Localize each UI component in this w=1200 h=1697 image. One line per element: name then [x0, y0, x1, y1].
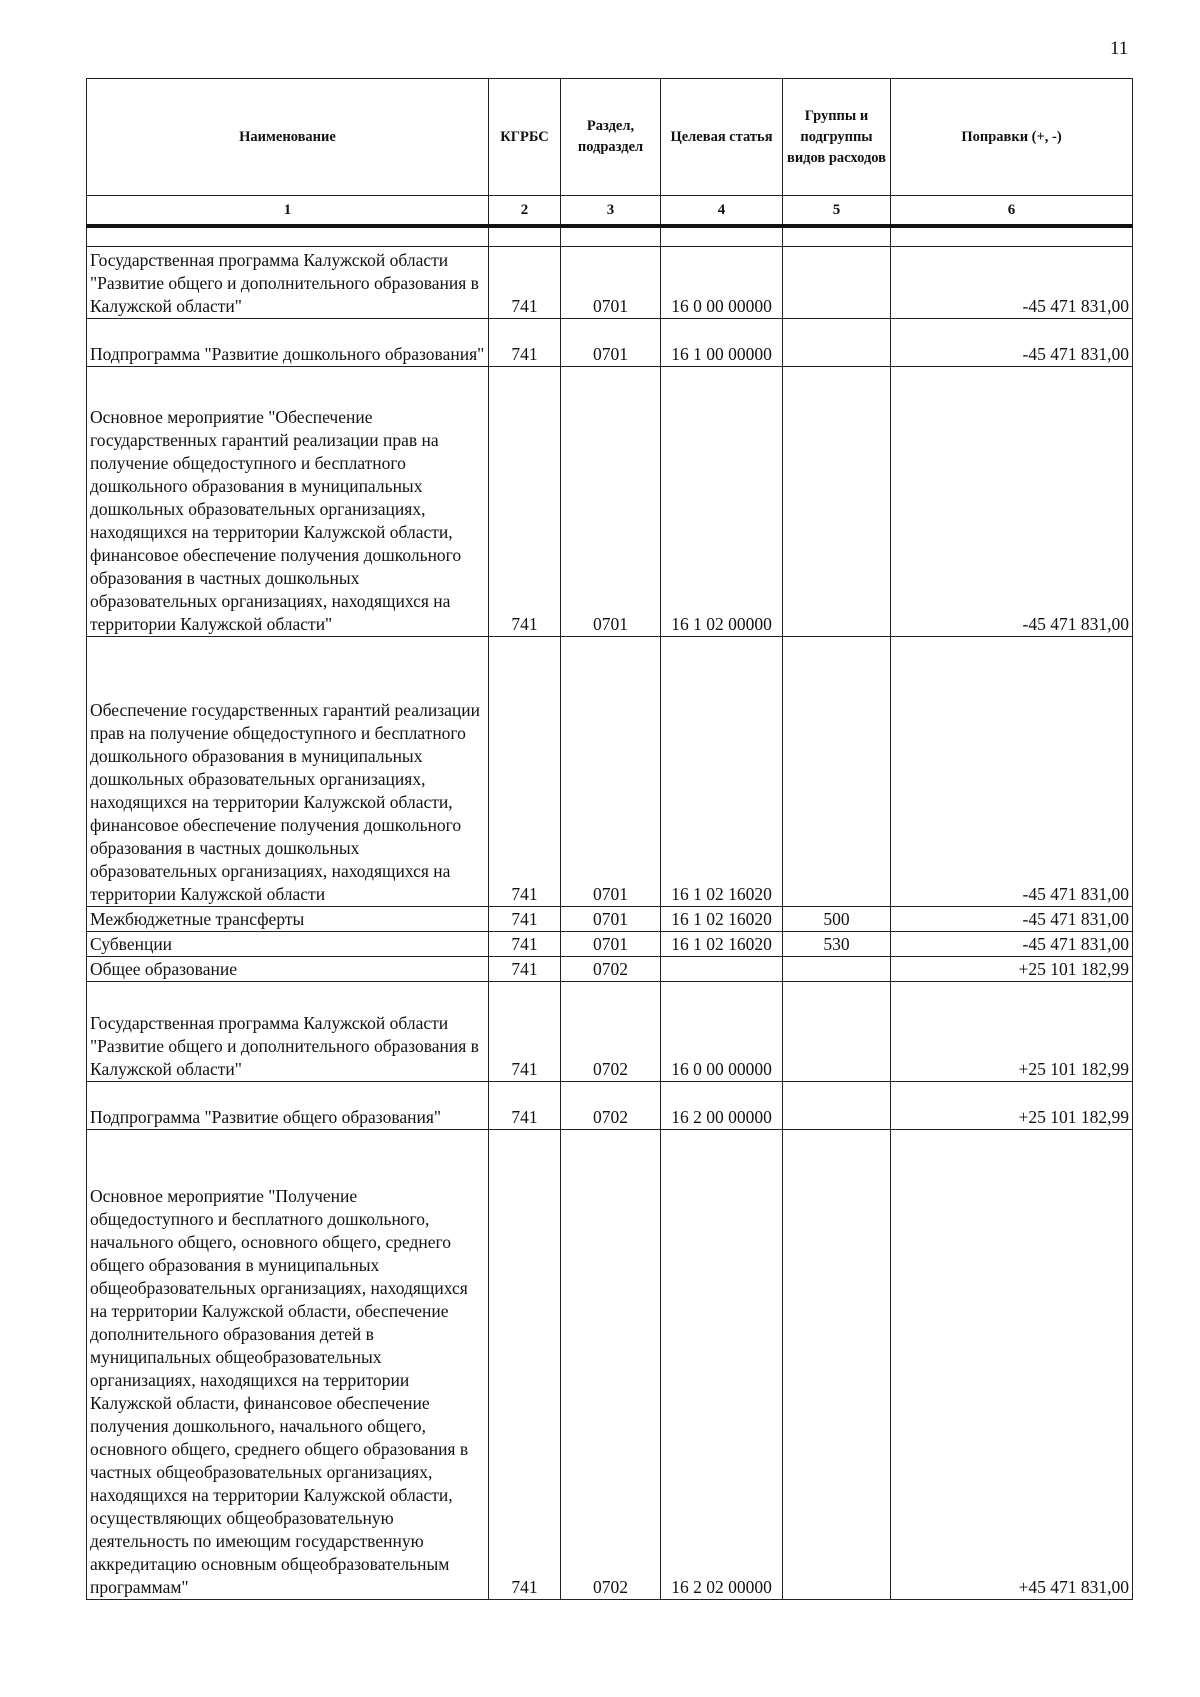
cell-name: Государственная программа Калужской области "Развитие общего и дополнительного образования в Калужской области" — [87, 247, 489, 319]
cell-name: Основное мероприятие "Получение общедоступного и бесплатного дошкольного, начального общего, основного общего, среднего общего образования в муниципальных общеобразовательных организациях, находящихся на территории Калужской области, обеспечение дополнительного образования детей в муниципальных общеобразовательных организациях, находящихся на территории Калужской области, финансовое обеспечение получения дошкольного, начального общего, основного общего, среднего общего образования в частных общеобразовательных организациях, находящихся на территории Калужской области, осуществляющих общеобразовательную деятельность по имеющим государственную аккредитацию основным общеобразовательным программам" — [87, 1130, 489, 1600]
cell-amount: +45 471 831,00 — [891, 1130, 1133, 1600]
cell-target: 16 0 00 00000 — [661, 982, 783, 1082]
cell-group — [783, 637, 891, 907]
cell-section: 0701 — [561, 932, 661, 957]
cell-kgrbs: 741 — [489, 319, 561, 367]
table-row — [87, 637, 1133, 907]
header-groups: Группы и подгруппы видов расходов — [783, 79, 891, 196]
page-number: 11 — [1110, 38, 1129, 59]
cell-amount: -45 471 831,00 — [891, 367, 1133, 637]
col-number: 2 — [489, 196, 561, 227]
cell-group — [783, 957, 891, 982]
cell-name: Подпрограмма "Развитие общего образования" — [87, 1082, 489, 1130]
table-header-row — [87, 79, 1133, 196]
cell-target: 16 2 02 00000 — [661, 1130, 783, 1600]
cell-section: 0701 — [561, 247, 661, 319]
col-number: 4 — [661, 196, 783, 227]
column-number-row — [87, 196, 1133, 227]
cell-kgrbs: 741 — [489, 247, 561, 319]
cell-kgrbs: 741 — [489, 907, 561, 932]
cell-group — [783, 367, 891, 637]
cell-target: 16 1 02 16020 — [661, 907, 783, 932]
spacer-row — [87, 226, 1133, 247]
cell-target: 16 1 00 00000 — [661, 319, 783, 367]
cell-name: Обеспечение государственных гарантий реализации прав на получение общедоступного и бесплатного дошкольного образования в муниципальных дошкольных образовательных организациях, находящихся на территории Калужской области, финансовое обеспечение получения дошкольного образования в частных дошкольных образовательных организациях, находящихся на территории Калужской области — [87, 637, 489, 907]
cell-name: Государственная программа Калужской области "Развитие общего и дополнительного образования в Калужской области" — [87, 982, 489, 1082]
cell-amount: -45 471 831,00 — [891, 932, 1133, 957]
cell-kgrbs: 741 — [489, 932, 561, 957]
cell-section: 0701 — [561, 319, 661, 367]
cell-group — [783, 247, 891, 319]
header-section: Раздел, подраздел — [561, 79, 661, 196]
cell-kgrbs: 741 — [489, 957, 561, 982]
table-row — [87, 247, 1133, 319]
cell-target — [661, 957, 783, 982]
cell-amount: -45 471 831,00 — [891, 907, 1133, 932]
cell-group — [783, 982, 891, 1082]
cell-name: Субвенции — [87, 932, 489, 957]
cell-name: Межбюджетные трансферты — [87, 907, 489, 932]
cell-name: Общее образование — [87, 957, 489, 982]
cell-amount: +25 101 182,99 — [891, 957, 1133, 982]
cell-amount: -45 471 831,00 — [891, 247, 1133, 319]
budget-amendments-table — [86, 78, 1133, 1600]
cell-amount: -45 471 831,00 — [891, 637, 1133, 907]
table-row — [87, 1130, 1133, 1600]
cell-section: 0702 — [561, 1082, 661, 1130]
cell-target: 16 1 02 00000 — [661, 367, 783, 637]
cell-name: Подпрограмма "Развитие дошкольного образования" — [87, 319, 489, 367]
table-row — [87, 982, 1133, 1082]
cell-section: 0702 — [561, 1130, 661, 1600]
cell-group — [783, 1082, 891, 1130]
cell-kgrbs: 741 — [489, 367, 561, 637]
cell-target: 16 1 02 16020 — [661, 932, 783, 957]
cell-section: 0701 — [561, 637, 661, 907]
cell-target: 16 1 02 16020 — [661, 637, 783, 907]
cell-kgrbs: 741 — [489, 637, 561, 907]
table-row — [87, 957, 1133, 982]
cell-kgrbs: 741 — [489, 1130, 561, 1600]
table-row — [87, 319, 1133, 367]
cell-group: 500 — [783, 907, 891, 932]
cell-amount: -45 471 831,00 — [891, 319, 1133, 367]
cell-kgrbs: 741 — [489, 1082, 561, 1130]
cell-section: 0701 — [561, 367, 661, 637]
cell-target: 16 2 00 00000 — [661, 1082, 783, 1130]
col-number: 6 — [891, 196, 1133, 227]
cell-target: 16 0 00 00000 — [661, 247, 783, 319]
cell-group — [783, 319, 891, 367]
header-name: Наименование — [87, 79, 489, 196]
col-number: 3 — [561, 196, 661, 227]
cell-kgrbs: 741 — [489, 982, 561, 1082]
table-row — [87, 1082, 1133, 1130]
header-target: Целевая статья — [661, 79, 783, 196]
header-kgrbs: КГРБС — [489, 79, 561, 196]
col-number: 5 — [783, 196, 891, 227]
cell-amount: +25 101 182,99 — [891, 1082, 1133, 1130]
table-row — [87, 367, 1133, 637]
cell-name: Основное мероприятие "Обеспечение государственных гарантий реализации прав на получение общедоступного и бесплатного дошкольного образования в муниципальных дошкольных образовательных организациях, находящихся на территории Калужской области, финансовое обеспечение получения дошкольного образования в частных дошкольных образовательных организациях, находящихся на территории Калужской области" — [87, 367, 489, 637]
col-number: 1 — [87, 196, 489, 227]
cell-amount: +25 101 182,99 — [891, 982, 1133, 1082]
table-row — [87, 932, 1133, 957]
cell-section: 0702 — [561, 982, 661, 1082]
cell-group — [783, 1130, 891, 1600]
cell-section: 0702 — [561, 957, 661, 982]
cell-group: 530 — [783, 932, 891, 957]
header-amend: Поправки (+, -) — [891, 79, 1133, 196]
table-row — [87, 907, 1133, 932]
cell-section: 0701 — [561, 907, 661, 932]
